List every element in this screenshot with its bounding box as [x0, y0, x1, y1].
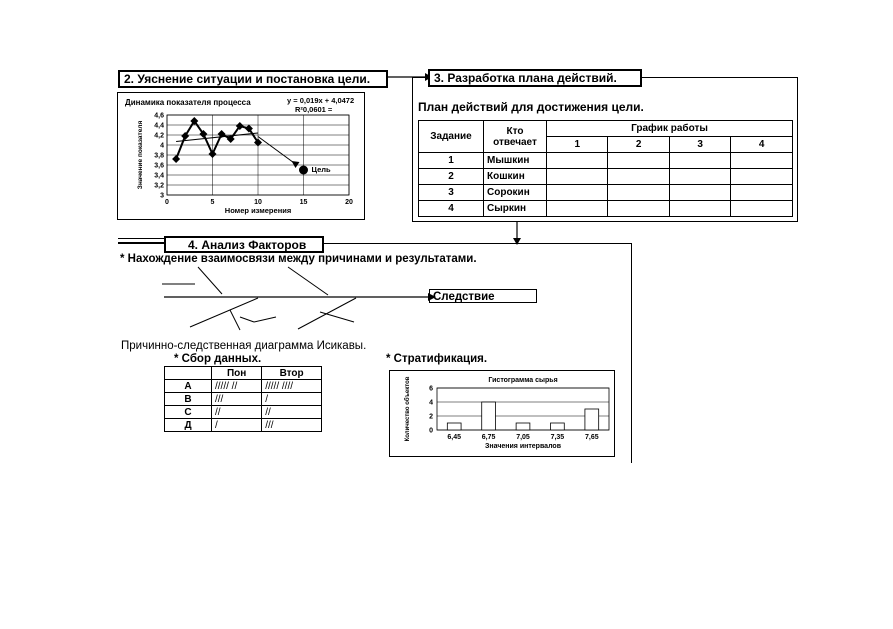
bar — [516, 423, 530, 430]
table-row — [419, 153, 793, 169]
schedule-col-2: 2 — [608, 137, 669, 153]
table-row — [165, 380, 322, 393]
section3-subtitle: План действий для достижения цели. — [418, 100, 644, 114]
x-tick-label: 7,05 — [516, 434, 530, 441]
y-tick-label: 0 — [429, 427, 433, 435]
x-tick-label: 6,75 — [481, 434, 496, 441]
goal-arrow — [258, 137, 296, 165]
schedule-col-3: 3 — [669, 137, 730, 153]
r-squared: R²0,0601 = — [295, 105, 333, 114]
table-row — [419, 201, 793, 217]
tally-row-label: В — [165, 393, 212, 406]
who-cell: Сорокин — [484, 185, 547, 201]
y-tick-label: 6 — [429, 385, 433, 393]
y-tick-label: 3,4 — [154, 172, 164, 180]
bar — [551, 423, 565, 430]
schedule-cell — [547, 201, 608, 217]
schedule-cell — [731, 185, 793, 201]
trend-equation: y = 0,019x + 4,0472 — [287, 96, 355, 105]
schedule-cell — [731, 153, 793, 169]
schedule-cell — [547, 153, 608, 169]
stratification-heading: * Стратификация. — [386, 353, 488, 365]
y-tick-label: 3,2 — [154, 182, 164, 190]
section4-title: 4. Анализ Факторов — [164, 236, 324, 253]
x-tick-label: 6,45 — [447, 434, 462, 441]
who-cell: Мышкин — [484, 153, 547, 169]
col-schedule-header: График работы — [547, 121, 793, 137]
who-cell: Сыркин — [484, 201, 547, 217]
action-plan-table — [418, 120, 793, 217]
tally-cell: ///// //// — [262, 380, 322, 393]
histogram-title: Гистограмма сырья — [488, 377, 558, 384]
schedule-cell — [669, 153, 730, 169]
chart-title: Динамика показателя процесса — [125, 98, 251, 107]
bar — [482, 402, 496, 430]
y-tick-label: 4,6 — [154, 112, 164, 120]
y-tick-label: 4 — [429, 399, 433, 407]
bar — [447, 423, 461, 430]
schedule-cell — [608, 169, 669, 185]
goal-arrow-head — [292, 161, 300, 168]
tally-table — [164, 366, 322, 432]
table-row — [419, 185, 793, 201]
tally-cell: // — [262, 406, 322, 419]
section4-left-rule — [118, 238, 166, 243]
schedule-cell — [669, 169, 730, 185]
x-tick-label: 0 — [165, 199, 169, 206]
y-tick-label: 4 — [160, 142, 164, 150]
data-point — [172, 155, 180, 163]
x-axis-label: Значения интервалов — [484, 443, 562, 450]
x-tick-label: 20 — [345, 199, 353, 206]
tally-row-label: С — [165, 406, 212, 419]
tally-header-mon: Пон — [212, 367, 262, 380]
task-cell: 2 — [419, 169, 484, 185]
schedule-cell — [608, 153, 669, 169]
y-tick-label: 3,6 — [154, 162, 164, 170]
raw-material-histogram — [389, 370, 615, 457]
table-row — [165, 419, 322, 432]
schedule-col-1: 1 — [547, 137, 608, 153]
y-tick-label: 4,2 — [154, 132, 164, 140]
tally-row-label: А — [165, 380, 212, 393]
schedule-cell — [547, 185, 608, 201]
task-cell: 4 — [419, 201, 484, 217]
schedule-cell — [731, 201, 793, 217]
table-row — [165, 406, 322, 419]
goal-marker — [299, 166, 308, 175]
col-who-header: Кто отвечает — [484, 121, 547, 153]
cause-effect-heading: * Нахождение взаимосвязи между причинами и результатами. — [120, 253, 477, 265]
section3-title: 3. Разработка плана действий. — [428, 69, 642, 87]
table-row — [165, 393, 322, 406]
tally-header-tue: Втор — [262, 367, 322, 380]
tally-header-empty — [165, 367, 212, 380]
schedule-cell — [608, 201, 669, 217]
goal-label: Цель — [311, 165, 331, 174]
x-tick-label: 5 — [210, 199, 215, 206]
effect-box: Следствие — [429, 289, 537, 303]
x-tick-label: 10 — [254, 199, 262, 206]
data-collection-heading: * Сбор данных. — [174, 353, 262, 365]
who-cell: Кошкин — [484, 169, 547, 185]
x-tick-label: 7,65 — [584, 434, 599, 441]
table-row — [419, 169, 793, 185]
tally-cell: // — [212, 406, 262, 419]
schedule-cell — [669, 201, 730, 217]
section2-title: 2. Уяснение ситуации и постановка цели. — [118, 70, 388, 88]
tally-cell: /// — [212, 393, 262, 406]
y-tick-label: 3,8 — [154, 152, 164, 160]
tally-cell: / — [262, 393, 322, 406]
data-point — [209, 150, 217, 158]
ishikawa-diagram — [150, 262, 440, 337]
schedule-cell — [669, 185, 730, 201]
tally-cell: / — [212, 419, 262, 432]
schedule-cell — [547, 169, 608, 185]
schedule-cell — [731, 169, 793, 185]
task-cell: 3 — [419, 185, 484, 201]
x-tick-label: 7,35 — [550, 434, 565, 441]
process-dynamics-chart — [117, 92, 365, 220]
bar — [585, 409, 599, 430]
task-cell: 1 — [419, 153, 484, 169]
tally-cell: ///// // — [212, 380, 262, 393]
tally-row-label: Д — [165, 419, 212, 432]
col-task-header: Задание — [419, 121, 484, 153]
y-axis-label: Количество объектов — [405, 376, 411, 442]
tally-cell: /// — [262, 419, 322, 432]
schedule-col-4: 4 — [731, 137, 793, 153]
y-tick-label: 4,4 — [154, 122, 164, 130]
x-axis-label: Номер измерения — [224, 206, 292, 215]
schedule-cell — [608, 185, 669, 201]
x-tick-label: 15 — [299, 199, 308, 206]
y-tick-label: 3 — [160, 192, 164, 200]
y-tick-label: 2 — [429, 413, 433, 421]
ishikawa-caption: Причинно-следственная диаграмма Исикавы. — [121, 340, 367, 352]
y-axis-label: Значение показателя — [137, 120, 144, 190]
trend-line — [176, 133, 258, 142]
